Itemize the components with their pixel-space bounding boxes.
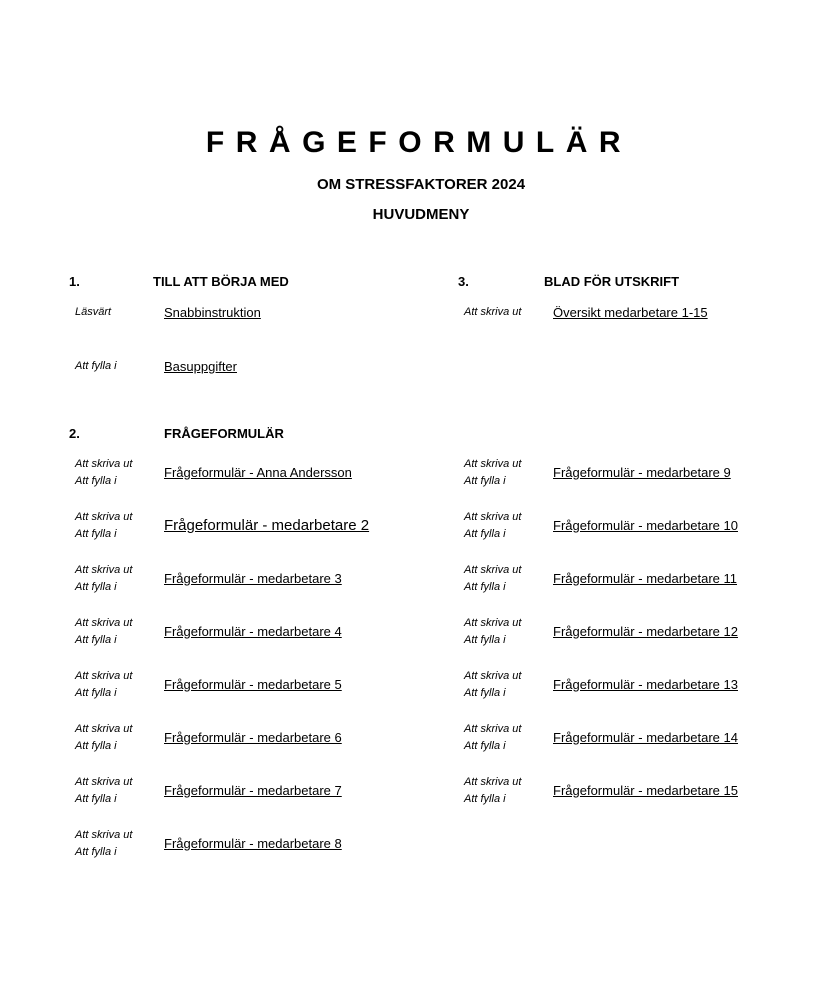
- list-item: [0, 615, 838, 655]
- note-print: Att skriva ut: [75, 511, 133, 523]
- oversikt-link[interactable]: Översikt medarbetare 1-15: [553, 305, 708, 320]
- note-fill: Att fylla i: [464, 687, 506, 699]
- questionnaire-link-10[interactable]: Frågeformulär - medarbetare 10: [553, 518, 738, 533]
- note-print: Att skriva ut: [464, 723, 522, 735]
- snabbinstruktion-link[interactable]: Snabbinstruktion: [164, 305, 261, 320]
- questionnaire-link-9[interactable]: Frågeformulär - medarbetare 9: [553, 465, 731, 480]
- note-print: Att skriva ut: [464, 670, 522, 682]
- note-att-fylla-i: Att fylla i: [75, 360, 117, 372]
- note-print: Att skriva ut: [464, 458, 522, 470]
- list-item: [0, 509, 838, 549]
- note-fill: Att fylla i: [75, 846, 117, 858]
- note-print: Att skriva ut: [464, 776, 522, 788]
- questionnaire-link-7[interactable]: Frågeformulär - medarbetare 7: [164, 783, 342, 798]
- menu-heading: HUVUDMENY: [372, 206, 470, 223]
- note-print: Att skriva ut: [464, 564, 522, 576]
- list-item: [0, 827, 838, 867]
- note-lasvart: Läsvärt: [75, 306, 112, 318]
- list-item: [0, 562, 838, 602]
- note-fill: Att fylla i: [464, 634, 506, 646]
- note-fill: Att fylla i: [464, 740, 506, 752]
- questionnaire-link-8[interactable]: Frågeformulär - medarbetare 8: [164, 836, 342, 851]
- list-item: [0, 456, 838, 496]
- note-print: Att skriva ut: [75, 617, 133, 629]
- list-item: [0, 774, 838, 814]
- questionnaire-link-14[interactable]: Frågeformulär - medarbetare 14: [553, 730, 738, 745]
- questionnaire-link-13[interactable]: Frågeformulär - medarbetare 13: [553, 677, 738, 692]
- page-title: FRÅGEFORMULÄR: [205, 126, 633, 159]
- section-3-number: 3.: [458, 274, 469, 289]
- questionnaire-link-2[interactable]: Frågeformulär - medarbetare 2: [164, 517, 370, 534]
- questionnaire-link-1[interactable]: Frågeformulär - Anna Andersson: [164, 465, 352, 480]
- note-fill: Att fylla i: [75, 740, 117, 752]
- questionnaire-link-4[interactable]: Frågeformulär - medarbetare 4: [164, 624, 342, 639]
- note-fill: Att fylla i: [75, 634, 117, 646]
- questionnaire-link-15[interactable]: Frågeformulär - medarbetare 15: [553, 783, 738, 798]
- note-fill: Att fylla i: [75, 475, 117, 487]
- questionnaire-link-11[interactable]: Frågeformulär - medarbetare 11: [553, 571, 738, 586]
- note-fill: Att fylla i: [464, 581, 506, 593]
- note-fill: Att fylla i: [75, 528, 117, 540]
- note-print: Att skriva ut: [464, 511, 522, 523]
- note-fill: Att fylla i: [464, 475, 506, 487]
- note-print: Att skriva ut: [75, 776, 133, 788]
- questionnaire-link-3[interactable]: Frågeformulär - medarbetare 3: [164, 571, 342, 586]
- basuppgifter-link[interactable]: Basuppgifter: [164, 359, 237, 374]
- note-print: Att skriva ut: [75, 564, 133, 576]
- section-2-title: FRÅGEFORMULÄR: [164, 426, 284, 441]
- note-print: Att skriva ut: [464, 617, 522, 629]
- section-1-number: 1.: [69, 274, 80, 289]
- list-item: [0, 721, 838, 761]
- questionnaire-link-6[interactable]: Frågeformulär - medarbetare 6: [164, 730, 342, 745]
- section-2-number: 2.: [69, 426, 80, 441]
- note-print: Att skriva ut: [75, 829, 133, 841]
- section-3-title: BLAD FÖR UTSKRIFT: [544, 274, 680, 289]
- note-att-skriva-ut: Att skriva ut: [464, 306, 522, 318]
- note-print: Att skriva ut: [75, 723, 133, 735]
- note-fill: Att fylla i: [464, 793, 506, 805]
- note-fill: Att fylla i: [464, 528, 506, 540]
- questionnaire-link-5[interactable]: Frågeformulär - medarbetare 5: [164, 677, 342, 692]
- list-item: [0, 668, 838, 708]
- note-fill: Att fylla i: [75, 687, 117, 699]
- note-fill: Att fylla i: [75, 793, 117, 805]
- page-subtitle: OM STRESSFAKTORER 2024: [316, 176, 526, 193]
- note-print: Att skriva ut: [75, 458, 133, 470]
- section-1-title: TILL ATT BÖRJA MED: [153, 274, 289, 289]
- note-print: Att skriva ut: [75, 670, 133, 682]
- note-fill: Att fylla i: [75, 581, 117, 593]
- questionnaire-link-12[interactable]: Frågeformulär - medarbetare 12: [553, 624, 738, 639]
